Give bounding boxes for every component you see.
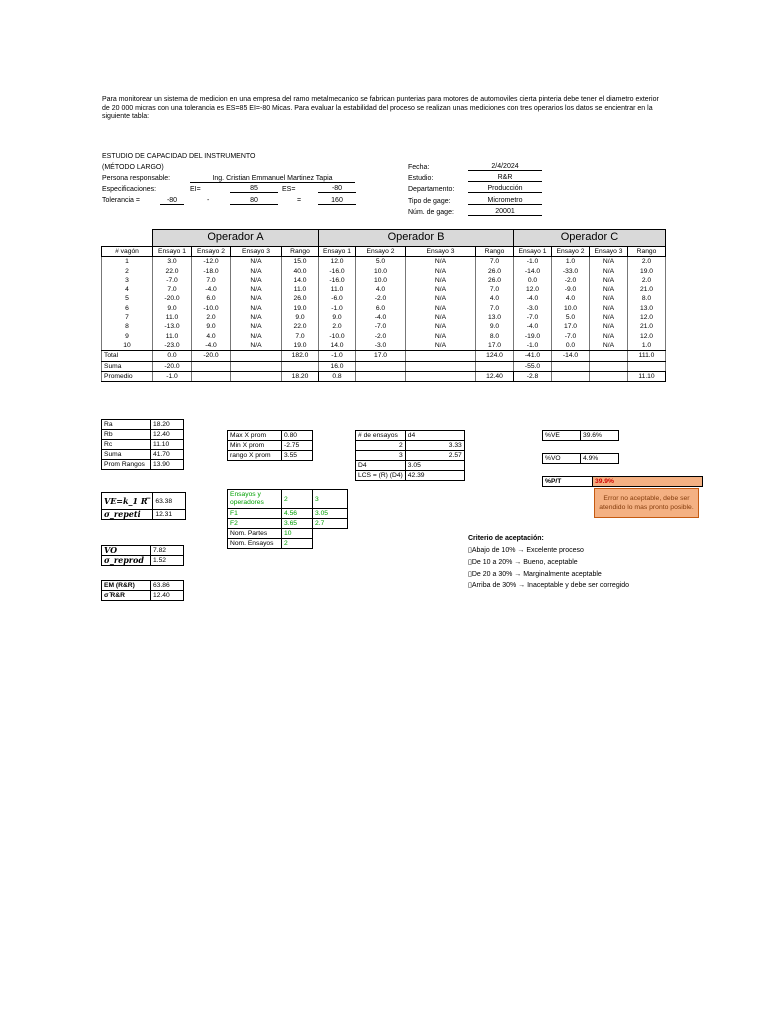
table-cell bbox=[282, 361, 319, 371]
tolerance-b: 80 bbox=[230, 197, 278, 205]
suma-row bbox=[102, 361, 666, 371]
rb-value: 12.40 bbox=[151, 430, 184, 440]
table-cell: N/A bbox=[590, 257, 628, 267]
promedio-row bbox=[102, 371, 666, 381]
table-cell: 11.10 bbox=[628, 371, 666, 381]
table-cell: -55.0 bbox=[514, 361, 552, 371]
table-cell: 5 bbox=[102, 294, 153, 303]
table-row bbox=[102, 313, 666, 322]
table-cell: 21.0 bbox=[628, 322, 666, 331]
column-header: Ensayo 3 bbox=[590, 247, 628, 257]
table-cell: N/A bbox=[590, 276, 628, 285]
table-cell: -2.0 bbox=[552, 276, 590, 285]
gage-type-label: Tipo de gage: bbox=[408, 198, 451, 205]
table-row bbox=[102, 341, 666, 351]
error-message: Error no aceptable, debe ser atendido lo mas pronto posible. bbox=[594, 488, 699, 518]
column-header: Ensayo 3 bbox=[231, 247, 282, 257]
table-cell bbox=[231, 361, 282, 371]
table-cell: 5.0 bbox=[356, 257, 406, 267]
table-cell: N/A bbox=[406, 276, 476, 285]
table-cell: N/A bbox=[406, 304, 476, 313]
table-cell: 1.0 bbox=[552, 257, 590, 267]
factor-col-2: 2 bbox=[282, 490, 313, 509]
table-cell bbox=[192, 361, 231, 371]
vo-formula-label: VO bbox=[102, 546, 151, 556]
table-cell: 0.8 bbox=[319, 371, 356, 381]
vo-formula-value: 7.82 bbox=[151, 546, 184, 556]
em-label: EM (R&R) bbox=[102, 581, 151, 591]
table-cell: -20.0 bbox=[153, 361, 192, 371]
table-cell: 5.0 bbox=[552, 313, 590, 322]
tolerance-result: 160 bbox=[318, 197, 356, 205]
operator-b-header: Operador B bbox=[319, 230, 514, 247]
table-cell: 1 bbox=[102, 257, 153, 267]
table-cell bbox=[406, 351, 476, 361]
sigma-repeti-label: σ_repeti bbox=[102, 510, 153, 520]
ve-label: %VE bbox=[543, 431, 581, 441]
table-cell: -4.0 bbox=[514, 294, 552, 303]
table-cell bbox=[231, 371, 282, 381]
table-row bbox=[102, 267, 666, 276]
study-title: ESTUDIO DE CAPACIDAD DEL INSTRUMENTO bbox=[102, 153, 256, 160]
tolerance-a: -80 bbox=[160, 197, 184, 205]
table-row bbox=[102, 304, 666, 313]
table-cell: 6.0 bbox=[192, 294, 231, 303]
table-cell bbox=[231, 351, 282, 361]
table-cell: 4.0 bbox=[476, 294, 514, 303]
table-cell: 3.0 bbox=[153, 257, 192, 267]
table-cell bbox=[590, 351, 628, 361]
table-cell: -20.0 bbox=[153, 294, 192, 303]
sigma-rr-value: 12.40 bbox=[151, 591, 184, 601]
table-cell: 0.0 bbox=[514, 276, 552, 285]
table-cell: -16.0 bbox=[319, 276, 356, 285]
table-cell: 12.0 bbox=[514, 285, 552, 294]
table-cell: N/A bbox=[406, 294, 476, 303]
rb-label: Rb bbox=[102, 430, 151, 440]
table-cell: 22.0 bbox=[282, 322, 319, 331]
max-x-value: 0.80 bbox=[282, 431, 313, 441]
table-cell: -10.0 bbox=[319, 332, 356, 341]
table-cell: -7.0 bbox=[153, 276, 192, 285]
table-cell: N/A bbox=[231, 304, 282, 313]
table-cell: N/A bbox=[590, 267, 628, 276]
f2-label: F2 bbox=[228, 519, 282, 529]
table-cell: -9.0 bbox=[552, 285, 590, 294]
table-cell: -12.0 bbox=[192, 257, 231, 267]
criteria-item: ▯De 20 a 30% → Marginalmente aceptable bbox=[468, 571, 602, 578]
table-cell: 14.0 bbox=[319, 341, 356, 351]
range-stats-table bbox=[101, 419, 184, 470]
table-cell: -1.0 bbox=[514, 257, 552, 267]
table-cell: -10.0 bbox=[192, 304, 231, 313]
factor-col-3: 3 bbox=[313, 490, 348, 509]
table-cell: Total bbox=[102, 351, 153, 361]
table-cell: 11.0 bbox=[153, 313, 192, 322]
sum-label: Suma bbox=[102, 450, 151, 460]
table-cell: N/A bbox=[231, 257, 282, 267]
table-cell: 7.0 bbox=[282, 332, 319, 341]
table-cell: 26.0 bbox=[476, 276, 514, 285]
tolerance-minus: - bbox=[207, 197, 210, 204]
table-cell: 40.0 bbox=[282, 267, 319, 276]
table-cell: 4.0 bbox=[356, 285, 406, 294]
column-header: Rango bbox=[476, 247, 514, 257]
table-row bbox=[102, 276, 666, 285]
table-cell: 9 bbox=[102, 332, 153, 341]
es-value: -80 bbox=[318, 185, 356, 193]
table-cell: 16.0 bbox=[319, 361, 356, 371]
table-cell: 7.0 bbox=[153, 285, 192, 294]
table-cell: 26.0 bbox=[282, 294, 319, 303]
department-label: Departamento: bbox=[408, 186, 455, 193]
f2-value-2: 3.65 bbox=[282, 519, 313, 529]
table-cell: Suma bbox=[102, 361, 153, 371]
responsible-value: Ing. Cristian Emmanuel Martinez Tapia bbox=[190, 175, 355, 183]
table-cell: -19.0 bbox=[514, 332, 552, 341]
table-cell: 9.0 bbox=[476, 322, 514, 331]
f1-label: F1 bbox=[228, 509, 282, 519]
table-cell: 10 bbox=[102, 341, 153, 351]
table-cell: 7.0 bbox=[192, 276, 231, 285]
table-cell: 9.0 bbox=[319, 313, 356, 322]
table-cell: 22.0 bbox=[153, 267, 192, 276]
table-cell: N/A bbox=[406, 285, 476, 294]
table-cell bbox=[476, 361, 514, 371]
table-cell: 17.0 bbox=[476, 341, 514, 351]
vo-calc-table bbox=[101, 545, 184, 566]
column-header: Ensayo 1 bbox=[153, 247, 192, 257]
table-cell: 10.0 bbox=[552, 304, 590, 313]
intro-text: Para monitorear un sistema de medicion en una empresa del ramo metalmecanico se fabrican punterias para motores de automoviles cierta pinteria debe tener el diametro exterior de 20 000 micras con una tolerancia es ES=85 EI=-80 Micas. Para evaluar la estabilidad del proceso se realizan unas mediciones con tres operarios los datos se encientrar en la siguiente tabla: bbox=[102, 96, 659, 120]
table-cell: -23.0 bbox=[153, 341, 192, 351]
factors-table bbox=[227, 489, 348, 549]
table-cell: 19.0 bbox=[628, 267, 666, 276]
table-cell: -14.0 bbox=[552, 351, 590, 361]
table-cell: -4.0 bbox=[356, 313, 406, 322]
ve-formula-label: VE=k_1 R ̅ bbox=[102, 493, 153, 510]
table-cell: N/A bbox=[231, 294, 282, 303]
table-cell bbox=[552, 371, 590, 381]
tolerance-equals: = bbox=[297, 197, 302, 204]
table-cell: -4.0 bbox=[514, 322, 552, 331]
table-cell: N/A bbox=[590, 322, 628, 331]
rc-value: 11.10 bbox=[151, 440, 184, 450]
min-x-label: Min X prom bbox=[228, 441, 282, 451]
table-cell: -14.0 bbox=[514, 267, 552, 276]
table-cell: 10.0 bbox=[356, 276, 406, 285]
table-row bbox=[102, 294, 666, 303]
table-cell: 2.0 bbox=[628, 257, 666, 267]
table-cell: N/A bbox=[406, 332, 476, 341]
table-cell: N/A bbox=[590, 304, 628, 313]
num-parts-value: 10 bbox=[282, 529, 313, 539]
lcs-value: 42.39 bbox=[405, 471, 464, 481]
d4-value: 3.05 bbox=[405, 461, 464, 471]
table-cell: N/A bbox=[231, 341, 282, 351]
table-cell: 8.0 bbox=[476, 332, 514, 341]
table-cell: N/A bbox=[590, 341, 628, 351]
table-cell bbox=[356, 371, 406, 381]
table-row bbox=[102, 285, 666, 294]
table-cell bbox=[590, 371, 628, 381]
table-cell: 13.0 bbox=[476, 313, 514, 322]
table-cell: N/A bbox=[590, 313, 628, 322]
gage-number-value: 20001 bbox=[468, 208, 542, 216]
sum-value: 41.70 bbox=[151, 450, 184, 460]
table-cell: 13.0 bbox=[628, 304, 666, 313]
table-cell: 21.0 bbox=[628, 285, 666, 294]
table-cell: 12.0 bbox=[628, 332, 666, 341]
table-cell: 4.0 bbox=[552, 294, 590, 303]
operator-c-header: Operador C bbox=[514, 230, 666, 247]
table-cell: -13.0 bbox=[153, 322, 192, 331]
gage-type-value: Micrometro bbox=[468, 197, 542, 205]
column-header: # vagón bbox=[102, 247, 153, 257]
column-header: Rango bbox=[282, 247, 319, 257]
table-cell: 2.0 bbox=[319, 322, 356, 331]
gage-number-label: Núm. de gage: bbox=[408, 209, 454, 216]
study-type-value: R&R bbox=[468, 174, 542, 182]
table-cell: -7.0 bbox=[356, 322, 406, 331]
column-header: Ensayo 2 bbox=[192, 247, 231, 257]
table-cell: 2.0 bbox=[192, 313, 231, 322]
table-cell: N/A bbox=[231, 285, 282, 294]
em-table bbox=[101, 580, 184, 601]
table-cell: 7.0 bbox=[476, 304, 514, 313]
table-cell: N/A bbox=[406, 322, 476, 331]
table-cell bbox=[552, 361, 590, 371]
table-cell: 0.0 bbox=[153, 351, 192, 361]
table-cell: 12.0 bbox=[628, 313, 666, 322]
table-cell: N/A bbox=[406, 257, 476, 267]
table-cell bbox=[406, 371, 476, 381]
total-row bbox=[102, 351, 666, 361]
ei-value: 85 bbox=[230, 185, 278, 193]
table-cell: 9.0 bbox=[282, 313, 319, 322]
table-cell: N/A bbox=[590, 285, 628, 294]
criteria-item: ▯Arriba de 30% → Inaceptable y debe ser corregido bbox=[468, 582, 630, 589]
table-cell: 4 bbox=[102, 285, 153, 294]
table-cell: N/A bbox=[406, 267, 476, 276]
measurements-table bbox=[101, 229, 666, 382]
rc-label: Rc bbox=[102, 440, 151, 450]
table-cell bbox=[590, 361, 628, 371]
column-header: Ensayo 2 bbox=[552, 247, 590, 257]
table-row bbox=[102, 322, 666, 331]
table-cell: 10.0 bbox=[356, 267, 406, 276]
table-cell: -16.0 bbox=[319, 267, 356, 276]
table-row bbox=[102, 332, 666, 341]
table-cell: 11.0 bbox=[319, 285, 356, 294]
sigma-repeti-value: 12.31 bbox=[153, 510, 186, 520]
table-row bbox=[102, 257, 666, 267]
table-cell bbox=[192, 371, 231, 381]
table-cell: 9.0 bbox=[153, 304, 192, 313]
responsible-label: Persona responsable: bbox=[102, 175, 171, 182]
es-label: ES= bbox=[282, 186, 296, 193]
date-label: Fecha: bbox=[408, 164, 430, 171]
table-cell: -1.0 bbox=[319, 304, 356, 313]
vo-label: %VO bbox=[543, 454, 581, 464]
ve-table bbox=[542, 430, 619, 441]
spec-label: Especificaciones: bbox=[102, 186, 157, 193]
column-header: Ensayo 3 bbox=[406, 247, 476, 257]
table-cell: -41.0 bbox=[514, 351, 552, 361]
criteria-item: ▯Abajo de 10% → Excelente proceso bbox=[468, 547, 584, 554]
pt-table bbox=[542, 476, 703, 487]
column-header: Ensayo 1 bbox=[319, 247, 356, 257]
table-cell: N/A bbox=[590, 294, 628, 303]
table-cell: 0.0 bbox=[552, 341, 590, 351]
column-header: Rango bbox=[628, 247, 666, 257]
table-cell: -3.0 bbox=[514, 304, 552, 313]
table-cell bbox=[356, 361, 406, 371]
table-cell: 19.0 bbox=[282, 341, 319, 351]
range-x-value: 3.55 bbox=[282, 451, 313, 461]
ra-label: Ra bbox=[102, 420, 151, 430]
table-cell: 7.0 bbox=[476, 257, 514, 267]
table-cell: 1.0 bbox=[628, 341, 666, 351]
table-cell: 7.0 bbox=[476, 285, 514, 294]
table-cell: 111.0 bbox=[628, 351, 666, 361]
d4-trials-3: 2.57 bbox=[405, 451, 464, 461]
table-cell: 8.0 bbox=[628, 294, 666, 303]
range-x-label: rango X prom bbox=[228, 451, 282, 461]
d4-table bbox=[355, 430, 465, 481]
ve-formula-value: 63.38 bbox=[153, 493, 186, 510]
tolerance-label: Tolerancia = bbox=[102, 197, 140, 204]
table-cell bbox=[628, 361, 666, 371]
num-trials-label: Nom. Ensayos bbox=[228, 539, 282, 549]
f1-value-2: 4.56 bbox=[282, 509, 313, 519]
min-x-value: -2.75 bbox=[282, 441, 313, 451]
avg-range-label: Prom Rangos bbox=[102, 460, 151, 470]
table-cell: Promedio bbox=[102, 371, 153, 381]
table-cell: -1.0 bbox=[514, 341, 552, 351]
f1-value-3: 3.05 bbox=[313, 509, 348, 519]
table-cell: -7.0 bbox=[552, 332, 590, 341]
pt-label: %P/T bbox=[543, 477, 593, 487]
table-cell: N/A bbox=[231, 322, 282, 331]
table-cell: 18.20 bbox=[282, 371, 319, 381]
ve-value: 39.6% bbox=[581, 431, 619, 441]
table-cell: -7.0 bbox=[514, 313, 552, 322]
ve-calc-table bbox=[101, 492, 186, 520]
table-cell: N/A bbox=[231, 332, 282, 341]
ra-value: 18.20 bbox=[151, 420, 184, 430]
table-cell: 6.0 bbox=[356, 304, 406, 313]
operator-a-header: Operador A bbox=[153, 230, 319, 247]
sigma-reprod-value: 1.52 bbox=[151, 556, 184, 566]
table-cell: -33.0 bbox=[552, 267, 590, 276]
avg-range-value: 13.90 bbox=[151, 460, 184, 470]
table-cell: -3.0 bbox=[356, 341, 406, 351]
trials-label: # de ensayos bbox=[356, 431, 406, 441]
table-cell: 19.0 bbox=[282, 304, 319, 313]
table-cell: 17.0 bbox=[552, 322, 590, 331]
study-type-label: Estudio: bbox=[408, 175, 434, 182]
em-value: 63.86 bbox=[151, 581, 184, 591]
f2-value-3: 2.7 bbox=[313, 519, 348, 529]
table-cell: N/A bbox=[406, 341, 476, 351]
table-cell: 182.0 bbox=[282, 351, 319, 361]
table-cell: 12.40 bbox=[476, 371, 514, 381]
table-cell: 9.0 bbox=[192, 322, 231, 331]
table-cell: 2.0 bbox=[628, 276, 666, 285]
sigma-rr-label: σ ̂R&R bbox=[102, 591, 151, 601]
study-subtitle: (MÉTODO LARGO) bbox=[102, 164, 164, 171]
table-cell: 12.0 bbox=[319, 257, 356, 267]
table-cell: -1.0 bbox=[319, 351, 356, 361]
table-cell: -2.0 bbox=[356, 332, 406, 341]
table-cell bbox=[406, 361, 476, 371]
criteria-title: Criterio de aceptación: bbox=[468, 535, 544, 542]
num-trials-value: 2 bbox=[282, 539, 313, 549]
table-cell: 2 bbox=[102, 267, 153, 276]
table-cell: -6.0 bbox=[319, 294, 356, 303]
table-cell: -4.0 bbox=[192, 285, 231, 294]
table-cell: -4.0 bbox=[192, 341, 231, 351]
table-cell: 11.0 bbox=[282, 285, 319, 294]
table-cell: N/A bbox=[231, 267, 282, 276]
table-cell: 124.0 bbox=[476, 351, 514, 361]
table-cell: 14.0 bbox=[282, 276, 319, 285]
x-prom-table bbox=[227, 430, 313, 461]
pt-value: 39.9% bbox=[593, 477, 703, 487]
trials-3: 3 bbox=[356, 451, 406, 461]
trials-operators-label: Ensayos y operadores bbox=[228, 490, 282, 509]
table-cell: -1.0 bbox=[153, 371, 192, 381]
department-value: Producción bbox=[468, 185, 542, 193]
num-parts-label: Nom. Partes bbox=[228, 529, 282, 539]
d4-header: d4 bbox=[405, 431, 464, 441]
vo-value: 4.9% bbox=[581, 454, 619, 464]
table-cell: 3 bbox=[102, 276, 153, 285]
column-header: Ensayo 1 bbox=[514, 247, 552, 257]
table-cell: N/A bbox=[231, 276, 282, 285]
table-cell: 7 bbox=[102, 313, 153, 322]
table-cell: 6 bbox=[102, 304, 153, 313]
table-cell: 8 bbox=[102, 322, 153, 331]
sigma-reprod-label: σ_reprod bbox=[102, 556, 151, 566]
table-cell: N/A bbox=[231, 313, 282, 322]
table-cell: 26.0 bbox=[476, 267, 514, 276]
vo-table bbox=[542, 453, 619, 464]
date-value: 2/4/2024 bbox=[468, 163, 542, 171]
column-header: Ensayo 2 bbox=[356, 247, 406, 257]
max-x-label: Max X prom bbox=[228, 431, 282, 441]
table-cell: N/A bbox=[590, 332, 628, 341]
lcs-label: LCS = (R) (D4) bbox=[356, 471, 406, 481]
trials-2: 2 bbox=[356, 441, 406, 451]
table-cell: -20.0 bbox=[192, 351, 231, 361]
d4-trials-2: 3.33 bbox=[405, 441, 464, 451]
table-cell: 4.0 bbox=[192, 332, 231, 341]
table-cell: 15.0 bbox=[282, 257, 319, 267]
d4-label: D4 bbox=[356, 461, 406, 471]
table-cell: -2.8 bbox=[514, 371, 552, 381]
table-cell: 17.0 bbox=[356, 351, 406, 361]
table-cell: 11.0 bbox=[153, 332, 192, 341]
ei-label: EI= bbox=[190, 186, 201, 193]
table-cell: -18.0 bbox=[192, 267, 231, 276]
table-cell: -2.0 bbox=[356, 294, 406, 303]
criteria-item: ▯De 10 a 20% → Bueno, aceptable bbox=[468, 559, 578, 566]
table-cell: N/A bbox=[406, 313, 476, 322]
